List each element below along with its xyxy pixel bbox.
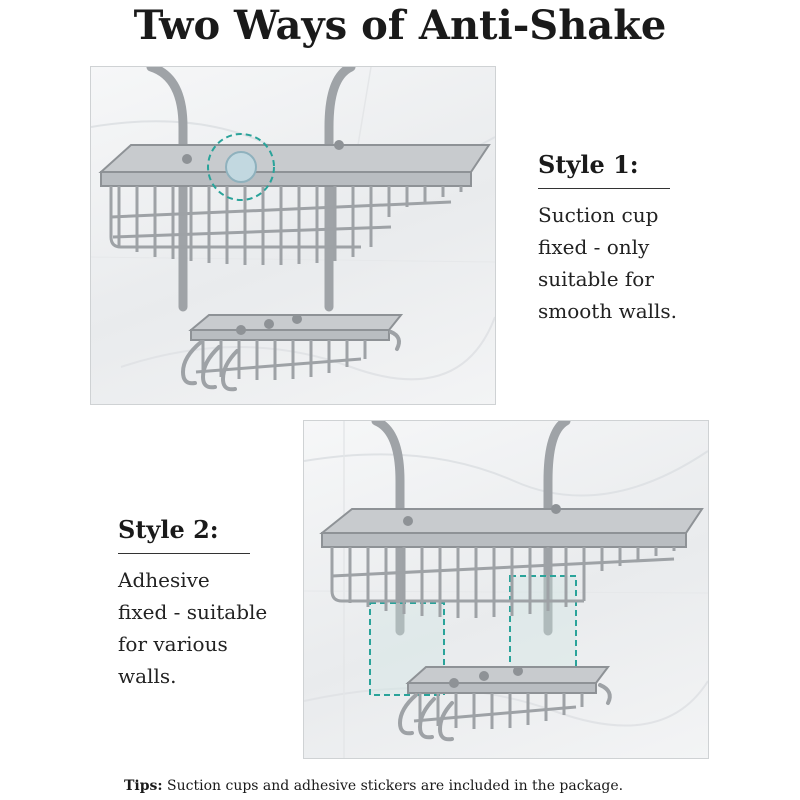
page-title: Two Ways of Anti-Shake (133, 2, 667, 49)
style-2-line: fixed - suitable (118, 600, 268, 624)
tips-text: Suction cups and adhesive stickers are included in the package. (162, 778, 624, 794)
style-2-line: walls. (118, 664, 177, 688)
style-1-line: fixed - only (538, 235, 650, 259)
style-2-description (118, 515, 308, 692)
style-2-heading: Style 2: (118, 515, 250, 554)
style-1-description (538, 150, 738, 327)
style-2-text (118, 564, 308, 692)
adhesive-product-photo (303, 420, 709, 759)
style-2-line: for various (118, 632, 228, 656)
style-1-line: smooth walls. (538, 299, 678, 323)
style-1-line: Suction cup (538, 203, 659, 227)
style-1-heading: Style 1: (538, 150, 670, 189)
style-1-line: suitable for (538, 267, 654, 291)
tips-note (124, 776, 764, 796)
tips-label: Tips: (124, 778, 163, 794)
style-1-text (538, 199, 738, 327)
suction-cup-product-photo (90, 66, 496, 405)
style-2-line: Adhesive (118, 568, 210, 592)
